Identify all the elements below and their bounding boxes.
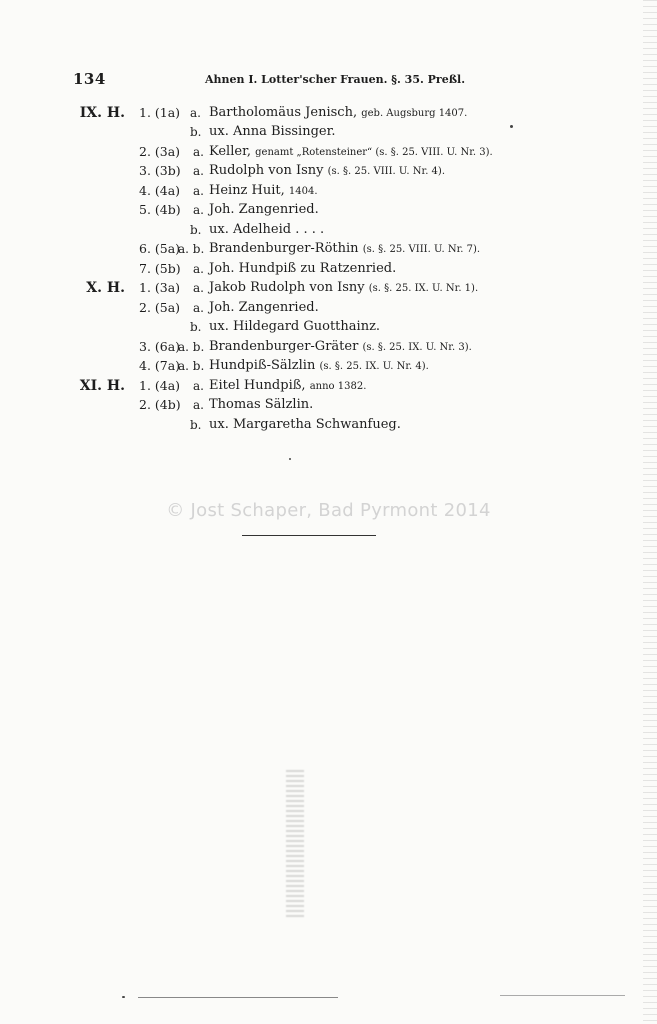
entry-number: 2. (3a) — [139, 144, 181, 159]
entry-name: ux. Anna Bissinger. — [209, 124, 336, 139]
list-item — [0, 260, 657, 278]
list-item — [0, 279, 657, 297]
entry-name: Hundpiß-Sälzlin (s. §. 25. IX. U. Nr. 4). — [209, 358, 429, 373]
entry-letter: a. b. — [178, 242, 205, 256]
entry-number: 1. (4a) — [139, 378, 181, 393]
list-item — [0, 377, 657, 395]
list-item — [0, 240, 657, 258]
entry-letter: a. b. — [178, 359, 205, 373]
entry-letter: a. — [193, 184, 204, 198]
entry-letter: a. — [193, 164, 204, 178]
generation-label: IX. H. — [79, 105, 125, 121]
entry-letter: a. — [193, 379, 204, 393]
entry-letter: b. — [190, 418, 202, 432]
copyright-watermark: © Jost Schaper, Bad Pyrmont 2014 — [166, 500, 491, 521]
list-item — [0, 396, 657, 414]
entry-number: 1. (1a) — [139, 105, 181, 120]
entry-letter: a. — [193, 281, 204, 295]
entry-number: 6. (5a) — [139, 241, 181, 256]
entry-name: Brandenburger-Röthin (s. §. 25. VIII. U. Nr. 7). — [209, 241, 481, 256]
entry-letter: a. — [193, 398, 204, 412]
entry-name: Joh. Zangenried. — [209, 300, 319, 315]
entry-name: Brandenburger-Gräter (s. §. 25. IX. U. Nr. 3). — [209, 339, 472, 354]
entry-name: Joh. Zangenried. — [209, 202, 319, 217]
generation-label: XI. H. — [79, 378, 125, 394]
entry-name: Thomas Sälzlin. — [209, 397, 314, 412]
list-item — [0, 318, 657, 336]
list-item — [0, 357, 657, 375]
entry-number: 2. (4b) — [139, 397, 181, 412]
entry-number: 5. (4b) — [139, 202, 181, 217]
entry-name: Joh. Hundpiß zu Ratzenried. — [209, 261, 397, 276]
scan-speck — [289, 458, 291, 460]
entry-letter: a. — [190, 106, 201, 120]
generation-label: X. H. — [86, 280, 125, 296]
list-item — [0, 201, 657, 219]
list-item — [0, 182, 657, 200]
entry-letter: a. b. — [178, 340, 205, 354]
scan-edge-line — [138, 997, 338, 998]
entry-name: Heinz Huit, 1404. — [209, 183, 318, 198]
entry-letter: a. — [193, 145, 204, 159]
entry-letter: b. — [190, 320, 202, 334]
entry-name: Eitel Hundpiß, anno 1382. — [209, 378, 367, 393]
page-number: 134 — [73, 70, 106, 88]
list-item — [0, 299, 657, 317]
entry-name: ux. Hildegard Guotthainz. — [209, 319, 381, 334]
entry-number: 2. (5a) — [139, 300, 181, 315]
list-item — [0, 162, 657, 180]
section-end-rule — [242, 535, 376, 536]
scan-speck — [510, 125, 513, 128]
entry-number: 3. (3b) — [139, 163, 181, 178]
running-head: Ahnen I. Lotter'scher Frauen. §. 35. Preßl. — [205, 73, 466, 86]
scan-edge-line — [500, 995, 625, 996]
entry-number: 4. (4a) — [139, 183, 181, 198]
entry-letter: a. — [193, 262, 204, 276]
list-item — [0, 221, 657, 239]
scan-speck — [122, 996, 125, 998]
entry-letter: b. — [190, 125, 202, 139]
entry-name: Jakob Rudolph von Isny (s. §. 25. IX. U. Nr. 1). — [209, 280, 479, 295]
list-item — [0, 104, 657, 122]
entry-number: 1. (3a) — [139, 280, 181, 295]
entry-name: Keller, genamt „Rotensteiner“ (s. §. 25. VIII. U. Nr. 3). — [209, 144, 493, 159]
entry-letter: a. — [193, 301, 204, 315]
entry-name: ux. Margaretha Schwanfueg. — [209, 417, 401, 432]
scan-smudge — [286, 770, 304, 920]
entry-number: 3. (6a) — [139, 339, 181, 354]
list-item — [0, 143, 657, 161]
entry-name: Bartholomäus Jenisch, geb. Augsburg 1407. — [209, 105, 468, 120]
list-item — [0, 338, 657, 356]
entry-name: ux. Adelheid . . . . — [209, 222, 325, 237]
list-item — [0, 123, 657, 141]
entry-number: 7. (5b) — [139, 261, 181, 276]
entry-letter: b. — [190, 223, 202, 237]
entry-letter: a. — [193, 203, 204, 217]
entry-name: Rudolph von Isny (s. §. 25. VIII. U. Nr. 4). — [209, 163, 445, 178]
entry-number: 4. (7a) — [139, 358, 181, 373]
list-item — [0, 416, 657, 434]
